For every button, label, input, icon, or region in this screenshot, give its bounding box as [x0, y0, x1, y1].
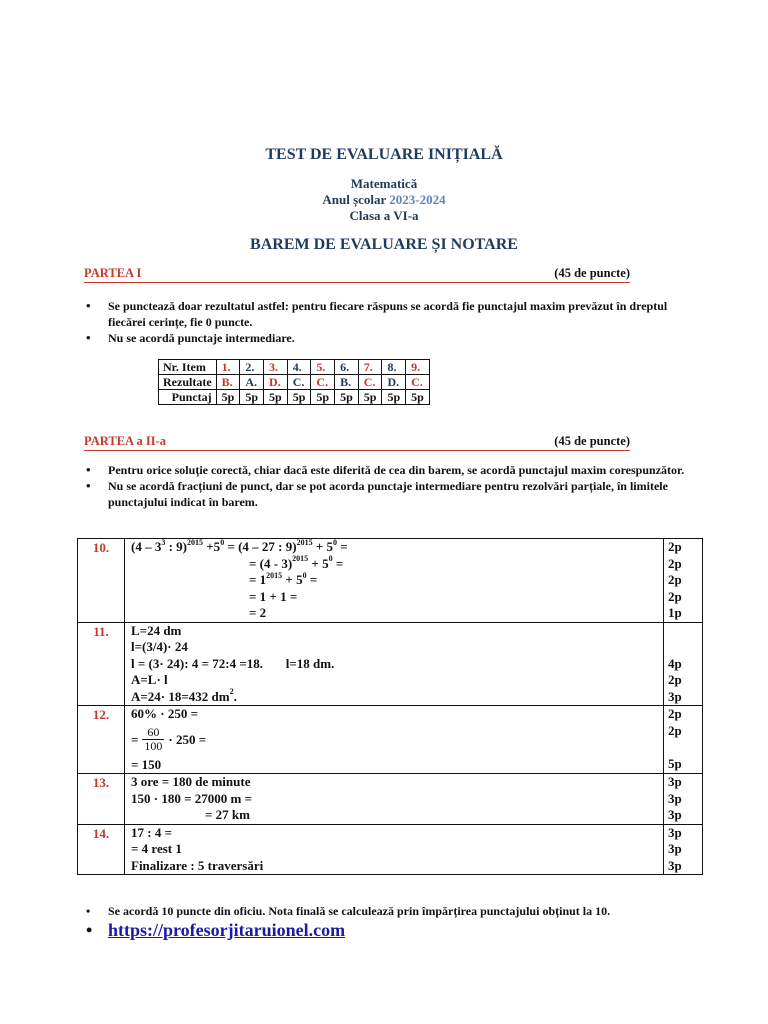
result-cell: A.	[240, 375, 264, 390]
item-number: 3.	[264, 360, 288, 375]
part1-label: PARTEA I	[84, 266, 142, 280]
part1-heading	[84, 266, 630, 283]
score-cell: 5p	[358, 390, 382, 405]
solution-row-11	[78, 622, 703, 706]
result-cell: C.	[358, 375, 382, 390]
rule-item: • Nu se acordă fracțiuni de punct, dar se pot acorda punctaje intermediare pentru rezolvări parțiale, în limitele punctajului indicat în barem.	[84, 478, 704, 510]
solution-number: 10.	[78, 539, 125, 623]
score-cell: 5p	[335, 390, 359, 405]
solution-points	[664, 539, 703, 623]
solution-row-12	[78, 706, 703, 774]
official-points-note: • Se acordă 10 puncte din oficiu. Nota finală se calculează prin împărțirea punctajului obținut la 10.	[84, 904, 748, 919]
row-label: Nr. Item	[159, 360, 217, 375]
result-cell: C.	[406, 375, 430, 390]
solution-line: = 1 + 1 =	[249, 588, 298, 604]
website-link[interactable]: https://profesorjitaruionel.com	[108, 920, 346, 940]
points-value: 3p	[668, 688, 682, 704]
points-value: 3p	[668, 790, 682, 806]
solution-line: 3 ore = 180 de minute	[131, 774, 251, 789]
result-cell: C.	[311, 375, 335, 390]
points-value: 2p	[668, 555, 682, 571]
item-number: 1.	[216, 360, 240, 375]
solution-row-13	[78, 774, 703, 825]
solution-number: 11.	[78, 622, 125, 706]
solution-number: 12.	[78, 706, 125, 774]
solution-line: = 150	[131, 756, 162, 772]
item-number: 8.	[382, 360, 406, 375]
row-label: Rezultate	[159, 375, 217, 390]
school-year	[0, 192, 768, 208]
points-value: 3p	[668, 774, 682, 789]
result-cell: D.	[264, 375, 288, 390]
solutions-table	[77, 538, 703, 875]
score-cell: 5p	[216, 390, 240, 405]
fraction-denominator: 100	[144, 739, 163, 753]
solution-line: A=24· 18=432 $dm^2$.	[131, 687, 237, 704]
table-row	[159, 375, 430, 390]
solution-body	[125, 774, 664, 825]
points-value: 2p	[668, 706, 682, 721]
solution-line: = 4 rest 1	[131, 841, 182, 856]
fraction	[142, 726, 164, 753]
points-value: 1p	[668, 605, 682, 620]
points-value: 3p	[668, 841, 682, 856]
solution-line: = $1^{2015} + 5^0$ =	[249, 570, 318, 587]
school-year-label: Anul școlar	[322, 192, 387, 207]
points-value: 2p	[668, 588, 682, 604]
item-number: 6.	[335, 360, 359, 375]
part2-rules	[84, 462, 704, 510]
points-value: 2p	[668, 539, 682, 554]
solution-number: 13.	[78, 774, 125, 825]
solution-line: 60% · 250 =	[131, 706, 198, 721]
score-cell: 5p	[382, 390, 406, 405]
score-cell: 5p	[264, 390, 288, 405]
subject: Matematică	[350, 176, 418, 191]
item-number: 4.	[287, 360, 311, 375]
result-cell: B.	[335, 375, 359, 390]
points-value: 3p	[668, 807, 682, 822]
part2-label: PARTEA a II-a	[84, 434, 166, 448]
points-value: 2p	[668, 672, 682, 687]
points-value: 4p	[668, 655, 682, 671]
item-number: 7.	[358, 360, 382, 375]
part1-points: (45 de puncte)	[554, 266, 630, 280]
score-cell: 5p	[311, 390, 335, 405]
class-level: Clasa a VI-a	[349, 208, 419, 223]
result-cell: D.	[382, 375, 406, 390]
solution-body	[125, 824, 664, 875]
solution-points	[664, 774, 703, 825]
solution-line: 17 : 4 =	[131, 824, 172, 840]
result-cell: B.	[216, 375, 240, 390]
score-cell: 5p	[406, 390, 430, 405]
barem-title: BAREM DE EVALUARE ȘI NOTARE	[250, 236, 518, 253]
document-title: TEST DE EVALUARE INIȚIALĂ	[265, 146, 503, 163]
solution-line: ($4 - 3^3$ : $9)^{2015} +5^0 = (4 - 27$ : $9)^{2015} + 5^0$ =	[131, 537, 348, 554]
website-link-item	[84, 920, 345, 941]
points-value: 3p	[668, 857, 682, 873]
solution-line: L=24 dm	[131, 622, 182, 638]
points-value: 2p	[668, 722, 682, 738]
table-row	[159, 390, 430, 405]
solution-points	[664, 622, 703, 706]
solution-row-10	[78, 539, 703, 623]
solution-line: A=L· l	[131, 672, 168, 687]
rule-item: • Pentru orice soluție corectă, chiar dacă este diferită de cea din barem, se acordă punctajul maxim corespunzător.	[84, 462, 704, 478]
table-row	[159, 360, 430, 375]
solution-line: = 27 km	[205, 807, 250, 822]
part1-answer-table	[158, 359, 430, 405]
solution-line: 150 · 180 = 27000 m =	[131, 790, 252, 806]
row-label: Punctaj	[159, 390, 217, 405]
points-value: 2p	[668, 572, 682, 587]
solution-line: Finalizare : 5 traversări	[131, 857, 264, 873]
fraction-numerator: 60	[142, 726, 164, 740]
solution-body	[125, 622, 664, 706]
item-number: 5.	[311, 360, 335, 375]
score-cell: 5p	[240, 390, 264, 405]
solution-text: A=24· 18=432 dm	[131, 688, 230, 704]
solution-text: · 250 =	[168, 731, 207, 747]
solution-line: = $(4 - 3)^{2015} + 5^0$ =	[249, 554, 344, 571]
solution-number: 14.	[78, 824, 125, 875]
solution-body	[125, 539, 664, 623]
solution-line: l=(3/4)· 24	[131, 639, 188, 654]
solution-line: = $\frac{60}{100}$ · 250 =	[131, 725, 207, 753]
score-cell: 5p	[287, 390, 311, 405]
solution-row-14	[78, 824, 703, 875]
rule-item: • Nu se acordă punctaje intermediare.	[84, 330, 704, 346]
solution-points	[664, 824, 703, 875]
item-number: 2.	[240, 360, 264, 375]
solution-points	[664, 706, 703, 774]
part2-points: (45 de puncte)	[554, 434, 630, 448]
school-year-value: 2023-2024	[389, 192, 446, 207]
solution-line: = 2	[249, 605, 267, 620]
points-value: 3p	[668, 824, 682, 840]
points-value: 5p	[668, 756, 682, 771]
solution-body	[125, 706, 664, 774]
part2-heading	[84, 434, 630, 451]
result-cell: C.	[287, 375, 311, 390]
item-number: 9.	[406, 360, 430, 375]
part1-rules	[84, 298, 704, 346]
rule-item: • Se punctează doar rezultatul astfel: pentru fiecare răspuns se acordă fie punctajul maxim prevăzut în dreptul fiecărei cerințe, fie 0 puncte.	[84, 298, 704, 330]
solution-line: l = (3· 24): 4 = 72:4 =18. l=18 dm.	[131, 655, 335, 671]
